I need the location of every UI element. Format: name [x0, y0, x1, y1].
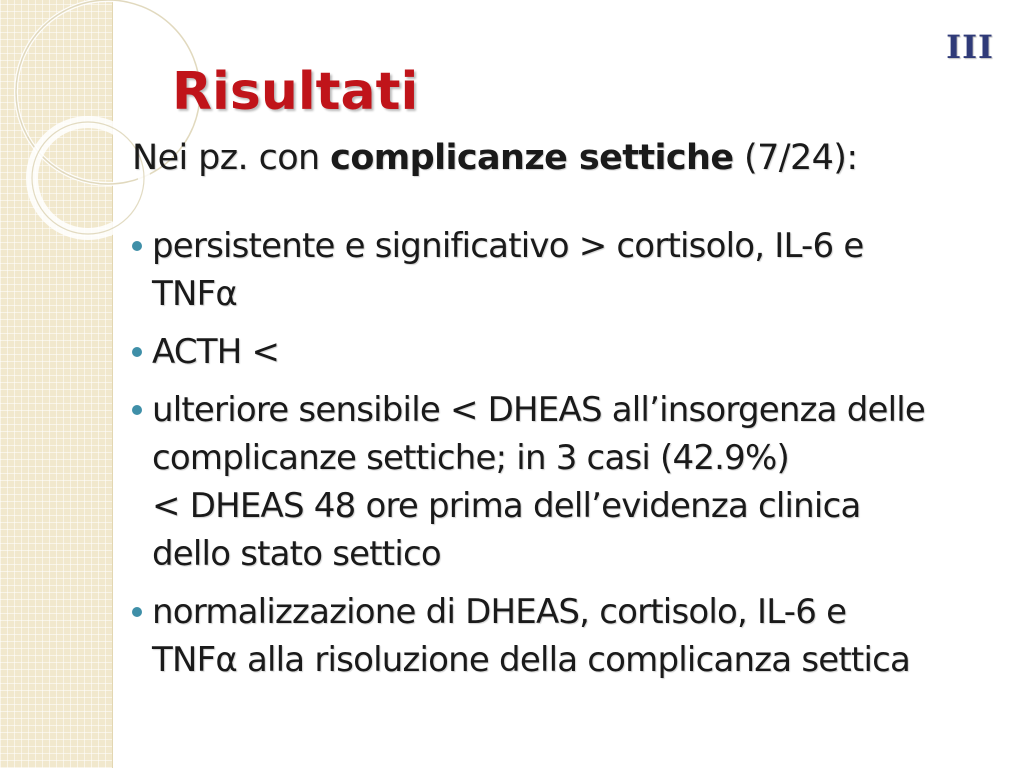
bullet-item — [130, 386, 1010, 578]
bullet-line: normalizzazione di DHEAS, cortisolo, IL-6 e — [152, 592, 847, 632]
bullet-dot-icon — [132, 241, 142, 251]
bullet-line: persistente e significativo > cortisolo, IL-6 e — [152, 226, 864, 266]
bullet-item — [130, 588, 1010, 684]
bullet-dot-icon — [132, 347, 142, 357]
slide-number: III — [946, 28, 994, 66]
subtitle-prefix: Nei pz. con — [132, 138, 331, 178]
bullet-line: dello stato settico — [152, 534, 441, 574]
bullet-line: ulteriore sensibile < DHEAS all’insorgenza delle — [152, 390, 926, 430]
subtitle — [132, 138, 858, 178]
bullet-dot-icon — [132, 607, 142, 617]
bullet-line: ACTH < — [152, 332, 280, 372]
bullet-item — [130, 222, 1010, 318]
bullet-line: TNFα alla risoluzione della complicanza settica — [152, 640, 911, 680]
subtitle-suffix: (7/24): — [733, 138, 858, 178]
bullet-line: < DHEAS 48 ore prima dell’evidenza clinica — [152, 486, 861, 526]
bullet-list — [130, 222, 1010, 694]
page-title: Risultati — [172, 62, 419, 122]
subtitle-bold: complicanze settiche — [330, 138, 734, 178]
bullet-line: TNFα — [152, 274, 237, 314]
bullet-line: complicanze settiche; in 3 casi (42.9%) — [152, 438, 789, 478]
bullet-item — [130, 328, 1010, 376]
bullet-dot-icon — [132, 405, 142, 415]
